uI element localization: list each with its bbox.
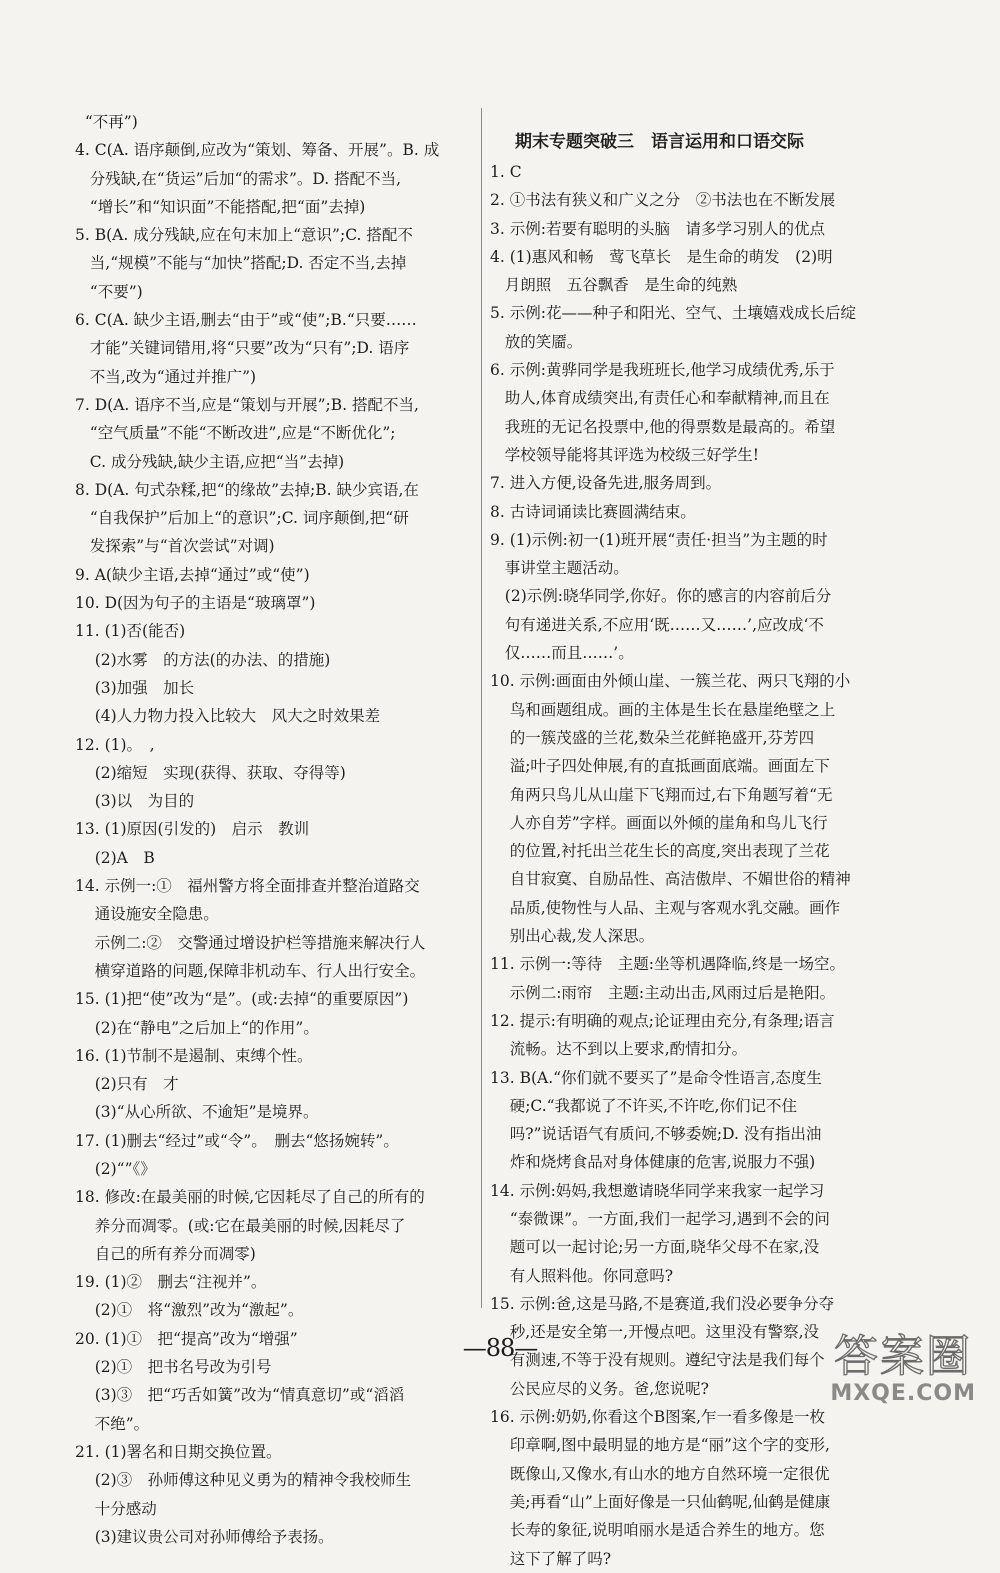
- section-title: 期末专题突破三 语言运用和口语交际: [515, 132, 804, 152]
- answer-line: 6. 示例:黄骅同学是我班班长,他学习成绩优秀,乐于: [490, 361, 835, 380]
- answer-line: 16. 示例:奶奶,你看这个B图案,乍一看多像是一枚: [490, 1408, 826, 1427]
- answer-line: 17. (1)删去“经过”或“令”。 删去“悠扬婉转”。: [75, 1131, 399, 1150]
- answer-line: 别出心裁,发人深思。: [490, 927, 655, 946]
- answer-line: 的一簇茂盛的兰花,数朵兰花鲜艳盛开,芬芳四: [490, 728, 815, 747]
- answer-line: 5. 示例:花——种子和阳光、空气、土壤嬉戏成长后绽: [490, 304, 856, 323]
- answer-line: 硬;C.“我都说了不许买,不许吃,你们记不住: [490, 1096, 797, 1115]
- watermark-url: MXQE.COM: [830, 1381, 976, 1406]
- answer-line: 美;再看“山”上面好像是一只仙鹤呢,仙鹤是健康: [490, 1492, 831, 1511]
- answer-line: 题可以一起讨论;另一方面,晓华父母不在家,没: [490, 1238, 820, 1257]
- answer-line: 13. (1)原因(引发的) 启示 教训: [75, 820, 310, 839]
- answer-line: 事讲堂主题活动。: [490, 559, 629, 578]
- answer-line: (2)示例:晓华同学,你好。你的感言的内容前后分: [490, 587, 832, 606]
- answer-line: 鸟和画题组成。画的主体是生长在悬崖绝壁之上: [490, 700, 836, 719]
- answer-line: 18. 修改:在最美丽的时候,它因耗尽了自己的所有的: [75, 1188, 425, 1207]
- answer-line: 有测速,不等于没有规则。遵纪守法是我们每个: [490, 1351, 825, 1370]
- column-divider: [481, 108, 482, 1308]
- answer-line: 10. D(因为句子的主语是“玻璃罩”): [75, 594, 316, 613]
- answer-line: 12. 提示:有明确的观点;论证理由充分,有条理;语言: [490, 1011, 835, 1030]
- answer-line: 分残缺,在“货运”后加“的需求”。D. 搭配不当,: [75, 169, 402, 188]
- answer-line: (2)③ 孙师傅这种见义勇为的精神令我校师生: [75, 1471, 412, 1490]
- page-number: —88—: [462, 1334, 538, 1362]
- right-column: [490, 158, 890, 1573]
- answer-line: 养分而凋零。(或:它在最美丽的时候,因耗尽了: [75, 1216, 406, 1235]
- answer-line: “空气质量”不能“不断改进”,应是“不断优化”;: [75, 424, 396, 443]
- answer-line: 21. (1)署名和日期交换位置。: [75, 1442, 282, 1461]
- answer-line: 发探索”与“首次尝试”对调): [75, 537, 275, 556]
- answer-line: 有人照料他。你同意吗?: [490, 1266, 674, 1285]
- answer-line: 流畅。达不到以上要求,酌情扣分。: [490, 1040, 748, 1059]
- answer-line: “不要”): [75, 282, 143, 301]
- answer-line: 自己的所有养分而凋零): [75, 1244, 256, 1263]
- answer-line: 9. A(缺少主语,去掉“通过”或“使”): [75, 565, 310, 584]
- answer-line: 公民应尽的义务。爸,您说呢?: [490, 1379, 709, 1398]
- answer-line: 7. 进入方便,设备先进,服务周到。: [490, 474, 722, 493]
- answer-line: 14. 示例一:① 福州警方将全面排查并整治道路交: [75, 877, 420, 896]
- answer-line: 12. (1)。 ,: [75, 735, 155, 754]
- answer-line: 吗?”说话语气有质问,不够委婉;D. 没有指出油: [490, 1125, 822, 1144]
- answer-line: 既像山,又像水,有山水的地方自然环境一定很优: [490, 1464, 830, 1483]
- answer-line: 5. B(A. 成分残缺,应在句末加上“意识”;C. 搭配不: [75, 226, 413, 245]
- answer-line: 13. B(A.“你们就不要买了”是命令性语言,态度生: [490, 1068, 822, 1087]
- answer-line: 通设施安全隐患。: [75, 905, 219, 924]
- answer-line: 11. 示例一:等待 主题:坐等机遇降临,终是一场空。: [490, 955, 845, 974]
- answer-line: (2)① 将“激烈”改为“激起”。: [75, 1301, 304, 1320]
- answer-line: 的位置,衬托出兰花生长的高度,突出表现了兰花: [490, 842, 830, 861]
- answer-line: 14. 示例:妈妈,我想邀请晓华同学来我家一起学习: [490, 1181, 825, 1200]
- answer-line: 放的笑靥。: [490, 332, 583, 351]
- answer-line: 品质,使物性与人品、主观与客观水乳交融。画作: [490, 898, 841, 917]
- answer-line: (3)“从心所欲、不逾矩”是境界。: [75, 1103, 319, 1122]
- answer-line: 10. 示例:画面由外倾山崖、一簇兰花、两只飞翔的小: [490, 672, 851, 691]
- answer-line: 不当,改为“通过并推广”): [75, 367, 257, 386]
- answer-line: 仅……而且……’。: [490, 644, 634, 663]
- answer-line: 才能”关键词错用,将“只要”改为“只有”;D. 语序: [75, 339, 410, 358]
- answer-line: (2)水雾 的方法(的办法、的措施): [75, 650, 331, 669]
- answer-line: (2)只有 才: [75, 1075, 179, 1094]
- answer-line: 人亦自芳”字样。画面以外倾的崖角和鸟儿飞行: [490, 813, 828, 832]
- answer-line: 15. (1)把“使”改为“是”。(或:去掉“的重要原因”): [75, 990, 409, 1009]
- answer-line: 当,“规模”不能与“加快”搭配;D. 否定不当,去掉: [75, 254, 407, 273]
- answer-line: (3)加强 加长: [75, 678, 195, 697]
- answer-line: 7. D(A. 语序不当,应是“策划与开展”;B. 搭配不当,: [75, 395, 419, 414]
- answer-line: (4)人力物力投入比较大 风大之时效果差: [75, 707, 381, 726]
- answer-line: “不再”): [75, 113, 138, 131]
- answer-line: 印章啊,图中最明显的地方是“丽”这个字的变形,: [490, 1436, 830, 1455]
- answer-line: 20. (1)① 把“提高”改为“增强”: [75, 1329, 298, 1348]
- answer-line: 2. ①书法有狭义和广义之分 ②书法也在不断发展: [490, 191, 836, 210]
- answer-line: 学校领导能将其评选为校级三好学生!: [490, 445, 760, 464]
- answer-line: 炸和烧烤食品对身体健康的危害,说服力不强): [490, 1153, 816, 1172]
- answer-line: 11. (1)否(能否): [75, 622, 186, 641]
- answer-line: 1. C: [490, 163, 522, 181]
- answer-line: “增长”和“知识面”不能搭配,把“面”去掉): [75, 197, 366, 216]
- watermark-logo: [832, 1316, 982, 1406]
- answer-line: 8. 古诗词诵读比赛圆满结束。: [490, 502, 696, 521]
- answer-line: “泰微课”。一方面,我们一起学习,遇到不会的问: [490, 1209, 830, 1228]
- answer-line: C. 成分残缺,缺少主语,应把“当”去掉): [75, 452, 345, 471]
- answer-line: 我班的无记名投票中,他的得票数是最高的。希望: [490, 417, 836, 436]
- answer-line: 3. 示例:若要有聪明的头脑 请多学习别人的优点: [490, 219, 825, 238]
- answer-line: (2)缩短 实现(获得、获取、夺得等): [75, 763, 346, 782]
- answer-line: 不绝”。: [75, 1414, 150, 1433]
- answer-line: 秒,还是安全第一,开慢点吧。这里没有警察,没: [490, 1323, 819, 1342]
- answer-line: (2)在“静电”之后加上“的作用”。: [75, 1018, 319, 1037]
- answer-line: 横穿道路的问题,保障非机动车、行人出行安全。: [75, 961, 426, 980]
- answer-line: 6. C(A. 缺少主语,删去“由于”或“使”;B.“只要……: [75, 311, 417, 330]
- answer-line: 15. 示例:爸,这是马路,不是赛道,我们没必要争分夺: [490, 1294, 835, 1313]
- answer-line: 自甘寂寞、自励品性、高洁傲岸、不媚世俗的精神: [490, 870, 851, 889]
- answer-line: 9. (1)示例:初一(1)班开展“责任·担当”为主题的时: [490, 530, 828, 549]
- answer-line: 4. C(A. 语序颠倒,应改为“策划、筹备、开展”。B. 成: [75, 141, 440, 160]
- answer-line: 19. (1)② 删去“注视并”。: [75, 1273, 267, 1292]
- answer-line: 长寿的象征,说明咱丽水是适合养生的地方。您: [490, 1521, 825, 1540]
- answer-line: (2)① 把书名号改为引号: [75, 1358, 272, 1377]
- answer-line: 角两只鸟儿从山崖下飞翔而过,右下角题写着“无: [490, 785, 833, 804]
- answer-line: (2)“”《》: [75, 1159, 156, 1178]
- answer-line: (3)以 为目的: [75, 792, 195, 811]
- left-column: [75, 108, 470, 1551]
- answer-line: 月朗照 五谷飘香 是生命的纯熟: [490, 276, 738, 295]
- answer-line: 示例二:② 交警通过增设护栏等措施来解决行人: [75, 933, 426, 952]
- answer-line: 这下了解了吗?: [490, 1549, 612, 1568]
- answer-line: 十分感动: [75, 1499, 157, 1518]
- answer-line: 句有递进关系,不应用‘既……又……’,应改成‘不: [490, 615, 824, 634]
- answer-line: 助人,体育成绩突出,有责任心和奉献精神,而且在: [490, 389, 830, 408]
- answer-line: (3)建议贵公司对孙师傅给予表扬。: [75, 1527, 334, 1546]
- watermark-text: 答案圈: [834, 1331, 972, 1382]
- answer-line: 16. (1)节制不是遏制、束缚个性。: [75, 1046, 313, 1065]
- answer-line: (3)③ 把“巧舌如簧”改为“情真意切”或“滔滔: [75, 1386, 405, 1405]
- answer-line: 溢;叶子四处伸展,有的直抵画面底端。画面左下: [490, 757, 830, 776]
- answer-line: (2)A B: [75, 848, 155, 867]
- answer-line: 示例二:雨帘 主题:主动出击,风雨过后是艳阳。: [490, 983, 836, 1002]
- answer-line: “自我保护”后加上“的意识”;C. 词序颠倒,把“研: [75, 509, 409, 528]
- answer-line: 8. D(A. 句式杂糅,把“的缘故”去掉;B. 缺少宾语,在: [75, 480, 419, 499]
- answer-line: 4. (1)惠风和畅 莺飞草长 是生命的萌发 (2)明: [490, 247, 833, 266]
